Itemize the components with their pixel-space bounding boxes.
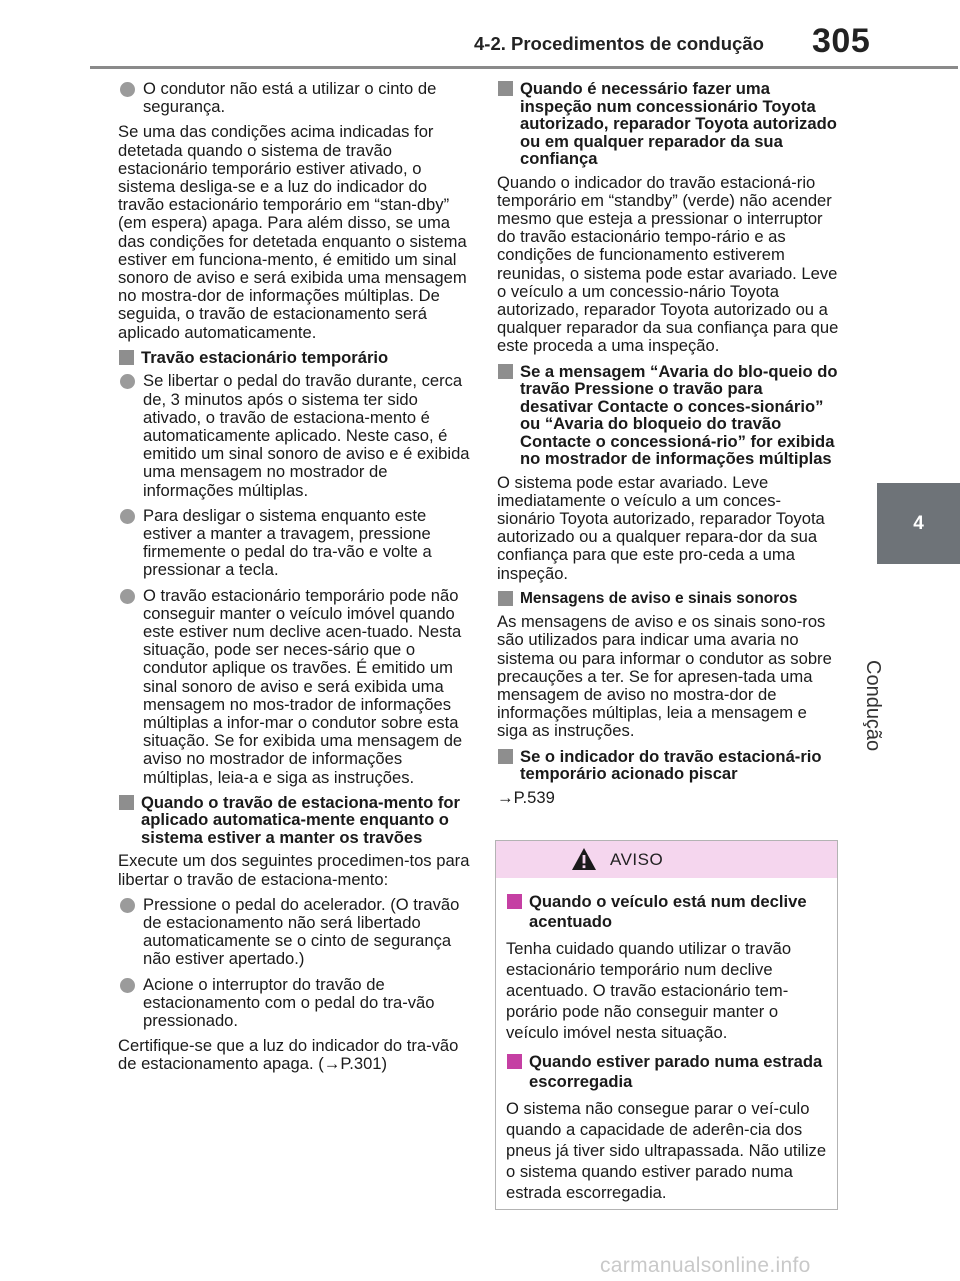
- section-title: 4-2. Procedimentos de condução: [474, 33, 764, 54]
- section-heading: Mensagens de aviso e sinais sonoros: [497, 590, 839, 608]
- warning-paragraph: O sistema não consegue parar o veí-culo quando a capacidade de aderên-cia dos pneus já tiver sido ultrapassada. Não utilize o sistema quando estiver parado numa estrada escorregadia.: [506, 1099, 827, 1202]
- right-column: [497, 80, 839, 814]
- warning-header: [496, 841, 837, 878]
- warning-body: [496, 878, 837, 1203]
- paragraph: Quando o indicador do travão estacioná-rio temporário em “standby” (verde) não acender mesmo que esteja a pressionar o interruptor do travão estacionário tempo-rário e as condições de funcionamento estiverem reunidas, o sistema pode estar avariado. Leve o veículo a um concessio-nário Toyota autorizado, reparador Toyota autorizado ou a qualquer reparador da sua confiança para que este proceda a uma inspeção.: [497, 172, 839, 356]
- bullet-item: Se libertar o pedal do travão durante, cerca de, 3 minutos após o sistema ter sido ativado, o travão de estaciona-mento é automaticamente aplicado. Neste caso, é emitido um sinal sonoro de aviso e é exibida uma mensagem no mostrador de informações múltiplas.: [118, 372, 470, 499]
- section-heading: Quando é necessário fazer uma inspeção num concessionário Toyota autorizado, reparador Toyota autorizado ou em qualquer reparador da sua confiança: [497, 80, 839, 168]
- paragraph: O sistema pode estar avariado. Leve imediatamente o veículo a um conces-sionário Toyota autorizado, reparador Toyota autorizado ou a qualquer repara-dor da sua confiança para que este pro-ceda a uma inspeção.: [497, 472, 825, 583]
- warning-triangle-icon: [571, 847, 597, 871]
- paragraph: Execute um dos seguintes procedimen-tos para libertar o travão de estaciona-mento:: [118, 851, 470, 889]
- bullet-item: Para desligar o sistema enquanto este estiver a manter a travagem, pressione firmemente o pedal do tra-vão e volte a pressionar a tecla.: [118, 507, 470, 580]
- paragraph: Se uma das condições acima indicadas for detetada quando o sistema de travão estacionário temporário estiver ativado, o sistema desliga-se e a luz do indicador do travão estacionário temporário em “stan-dby” (em espera) apaga. Para além disso, se uma das condições for detetada enquanto o sistema estiver em funciona-mento, é emitido um sinal sonoro de aviso e será exibida uma mensagem no mostra-dor de informações múltiplas. De seguida, o travão de estacionamento será aplicado automaticamente.: [118, 122, 467, 342]
- page-reference: →P.539: [497, 787, 555, 807]
- bullet-item: O condutor não está a utilizar o cinto de segurança.: [118, 80, 470, 116]
- left-column: [118, 80, 470, 1081]
- chapter-tab: 4: [877, 483, 960, 564]
- paragraph: As mensagens de aviso e os sinais sono-ros são utilizados para indicar uma avaria no sistema ou para informar o condutor as sobre precauções a ter. Se for apresen-tada uma mensagem de aviso no mostra-dor de informações múltiplas, leia a mensagem e siga as instruções.: [497, 612, 832, 741]
- header-divider: [90, 66, 958, 69]
- warning-heading: Quando estiver parado numa estrada escorregadia: [506, 1052, 827, 1092]
- section-heading: Se a mensagem “Avaria do blo-queio do travão Pressione o travão para desativar Contacte o conces-sionário” ou “Avaria do bloqueio do travão Contacte o concessioná-rio” for exibida no mostrador de informações múltiplas: [497, 363, 839, 468]
- page-header: [0, 0, 960, 70]
- section-heading: Travão estacionário temporário: [118, 349, 470, 367]
- page-number: 305: [812, 22, 871, 60]
- bullet-item: Pressione o pedal do acelerador. (O travão de estacionamento não será libertado automaticamente se o cinto de segurança não estiver apertado.): [118, 896, 470, 969]
- warning-paragraph: Tenha cuidado quando utilizar o travão estacionário temporário num declive acentuado. O travão estacionário tem-porário pode não conseguir manter o veículo imóvel nesta situação.: [506, 939, 792, 1042]
- watermark: carmanualsonline.info: [600, 1254, 811, 1277]
- section-heading: Se o indicador do travão estacioná-rio temporário acionado piscar: [497, 748, 839, 783]
- bullet-item: Acione o interruptor do travão de estacionamento com o pedal do tra-vão pressionado.: [118, 976, 470, 1031]
- bullet-item: O travão estacionário temporário pode não conseguir manter o veículo imóvel quando este estiver num declive acen-tuado. Nesta situação, pode ser neces-sário que o condutor aplique os travões. É emitido um sinal sonoro de aviso e será exibida uma mensagem no mos-trador de informações múltiplas a infor-mar o condutor sobre esta situação. Se for exibida uma mensagem de aviso no mostrador de informações múltiplas, leia-a e siga as instruções.: [118, 587, 470, 787]
- section-heading: Quando o travão de estaciona-mento for aplicado automatica-mente enquanto o sistema estiver a manter os travões: [118, 794, 470, 847]
- chapter-label: Condução: [862, 660, 884, 752]
- paragraph: Certifique-se que a luz do indicador do tra-vão de estacionamento apaga. (→P.301): [118, 1036, 459, 1074]
- warning-box: [495, 840, 838, 1210]
- warning-heading: Quando o veículo está num declive acentuado: [506, 892, 827, 932]
- warning-title: AVISO: [610, 850, 664, 869]
